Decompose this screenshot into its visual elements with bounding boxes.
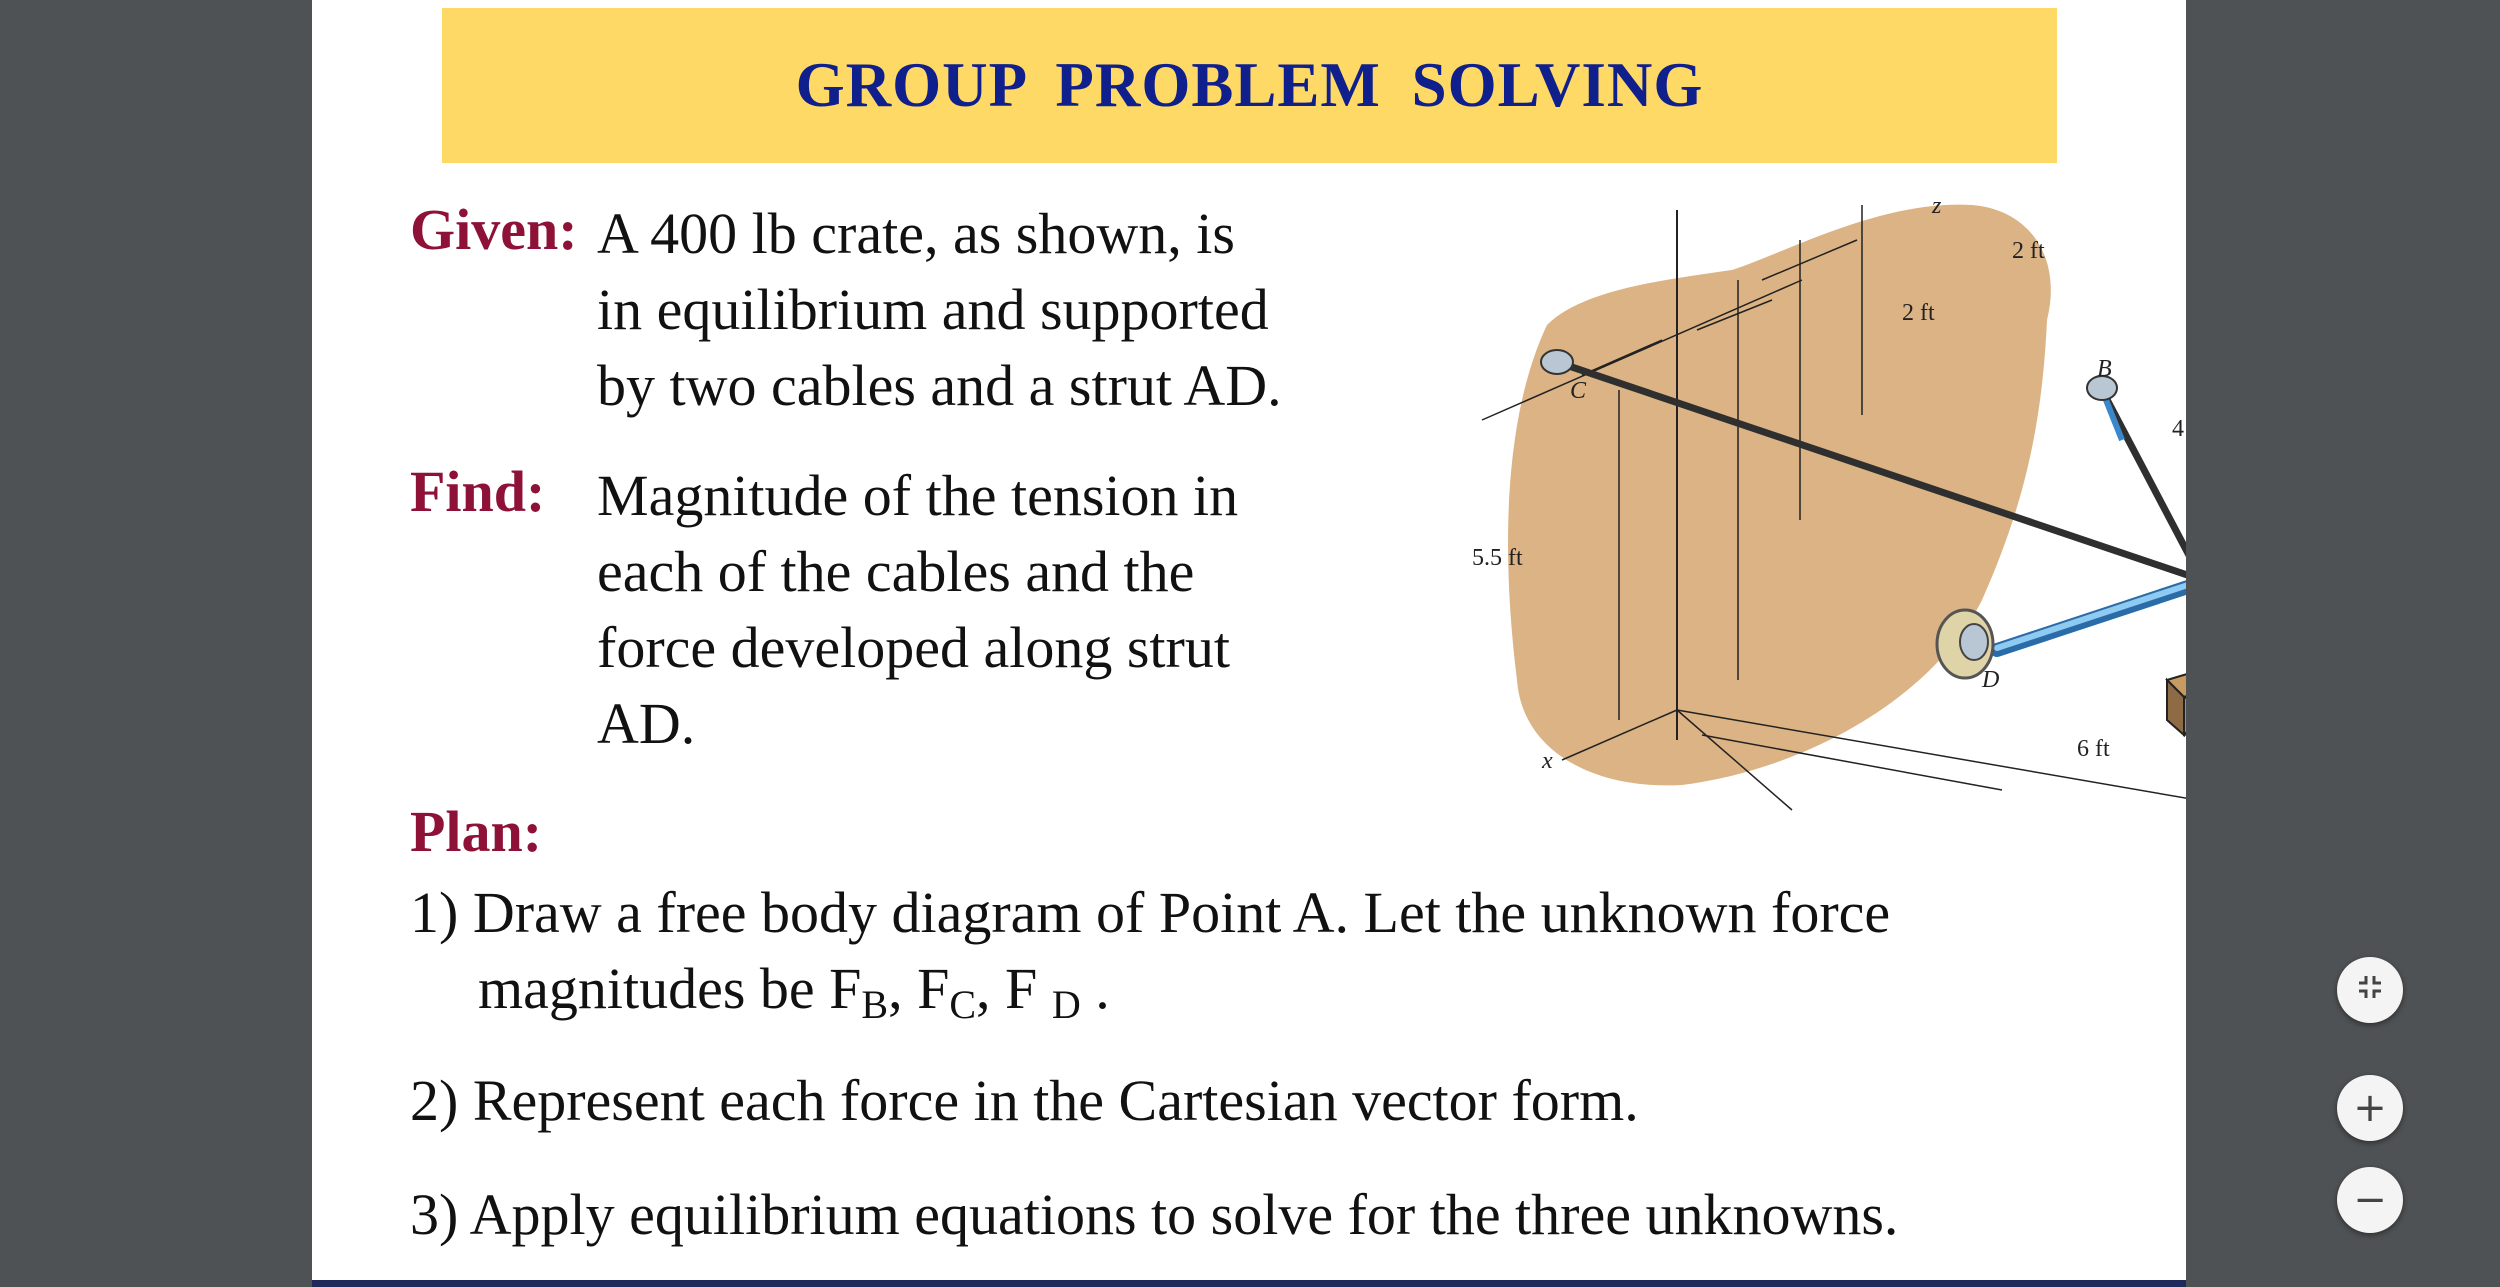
slide-bottom-edge — [312, 1280, 2186, 1287]
slide — [312, 0, 2328, 1280]
given-label: Given: — [410, 197, 578, 262]
find-line: Magnitude of the tension in — [597, 463, 1239, 528]
plan-step-1-line-2: magnitudes be $F_B$, $F_C$, F $_D$ . — [478, 956, 1110, 1027]
dim-4ft: 4 ft — [2172, 416, 2205, 442]
slide-title: GROUP PROBLEM SOLVING — [795, 50, 1704, 120]
axis-z-label: z — [1932, 193, 1942, 219]
plus-icon: + — [2353, 1085, 2387, 1131]
dim-2ft-top: 2 ft — [2012, 238, 2045, 264]
given-line: by two cables and a strut AD. — [597, 353, 1282, 418]
plan-step-1 — [410, 875, 1890, 1027]
plan-label: Plan: — [410, 799, 543, 864]
find-text — [597, 458, 1238, 762]
point-c-label: C — [1570, 378, 1587, 404]
find-line: each of the cables and the — [597, 539, 1195, 604]
title-banner — [442, 8, 2057, 163]
find-line: AD. — [597, 691, 696, 756]
find-label: Find: — [410, 459, 546, 524]
zoom-out-button[interactable] — [2337, 1167, 2403, 1233]
dim-5-5ft: 5.5 ft — [1472, 545, 1523, 571]
given-line: in equilibrium and supported — [597, 277, 1269, 342]
plan-step-2: 2) Represent each force in the Cartesian vector form. — [410, 1068, 1639, 1133]
find-line: force developed along strut — [597, 615, 1230, 680]
dim-6ft: 6 ft — [2077, 736, 2110, 762]
given-text — [597, 196, 1282, 424]
minus-icon: − — [2353, 1177, 2387, 1223]
plan-step-3: 3) Apply equilibrium equations to solve for the three unknowns. — [410, 1182, 1899, 1247]
point-b-label: B — [2097, 356, 2112, 382]
point-d-label: D — [1982, 667, 2000, 693]
fit-page-icon — [2355, 972, 2385, 1009]
zoom-in-button[interactable] — [2337, 1075, 2403, 1141]
plan-step-1-line-1: 1) Draw a free body diagram of Point A. Let the unknown force — [410, 880, 1891, 945]
crate-strut-figure: z x y 2 ft 2 ft 4 ft 5.5 ft 2.5 ft 6 ft A B C D — [1472, 193, 2328, 823]
given-line: A 400 lb crate, as shown, is — [597, 201, 1235, 266]
dim-2ft-left: 2 ft — [1902, 300, 1935, 326]
wall-background — [1508, 205, 2051, 786]
crate — [2167, 665, 2186, 735]
support-c — [1541, 350, 1573, 374]
fit-page-button[interactable] — [2337, 957, 2403, 1023]
axis-x-label: x — [1542, 748, 1553, 774]
